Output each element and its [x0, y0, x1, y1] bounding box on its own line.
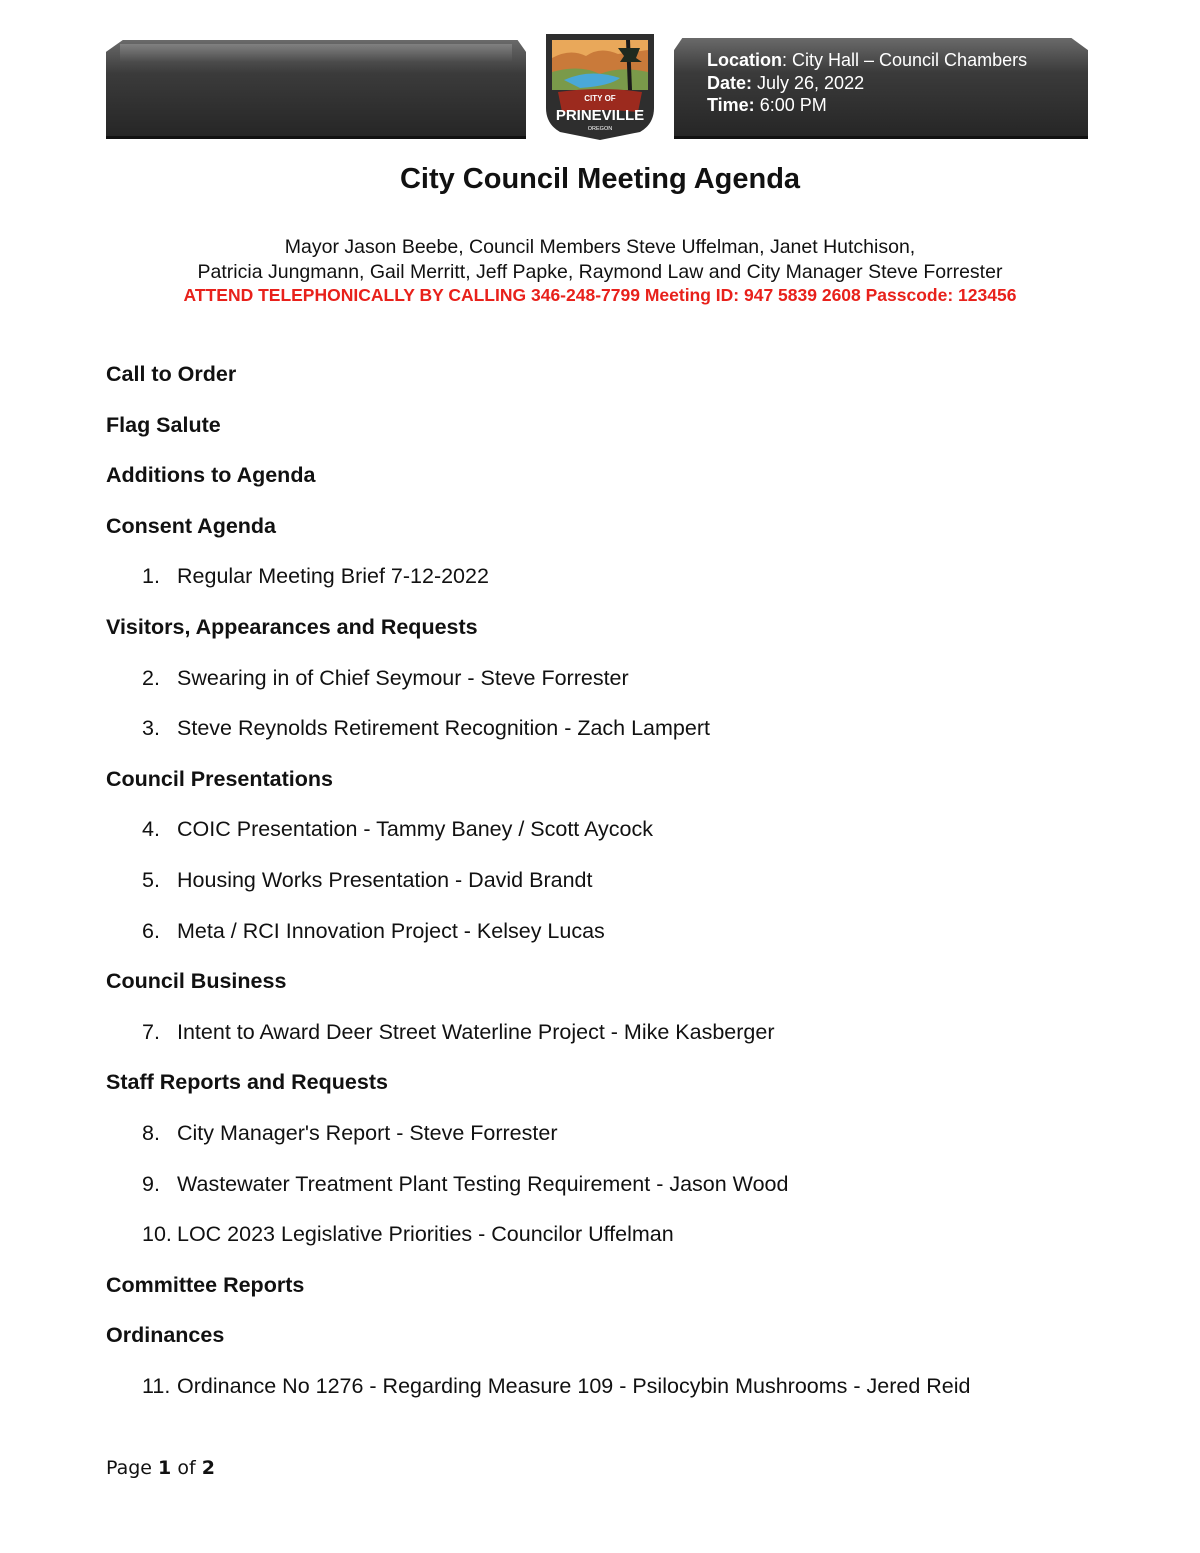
agenda-section-heading: Council Presentations — [106, 766, 333, 791]
attend-telephonically-note: ATTEND TELEPHONICALLY BY CALLING 346-248-7799 Meeting ID: 947 5839 2608 Passcode: 123456 — [183, 285, 1017, 305]
agenda-list — [106, 360, 1156, 1422]
page-title: City Council Meeting Agenda — [399, 163, 801, 195]
agenda-item — [106, 917, 1156, 968]
agenda-item-label: COIC Presentation - Tammy Baney / Scott Aycock — [177, 817, 653, 842]
agenda-item-number: 11. — [142, 1373, 171, 1398]
members-line-2: Patricia Jungmann, Gail Merritt, Jeff Papke, Raymond Law and City Manager Steve Forrester — [197, 261, 1003, 283]
agenda-section-heading: Staff Reports and Requests — [106, 1070, 388, 1095]
meeting-info — [707, 49, 1027, 117]
agenda-item-number: 2. — [142, 665, 160, 690]
council-members — [0, 235, 1200, 285]
agenda-section-heading: Consent Agenda — [106, 513, 277, 538]
agenda-section-heading: Flag Salute — [106, 412, 221, 437]
page-footer: Page 1 of 2 — [106, 1457, 215, 1479]
header-banner-left — [106, 40, 526, 139]
agenda-item-label: Steve Reynolds Retirement Recognition - Zach Lampert — [177, 716, 710, 741]
agenda-item-label: LOC 2023 Legislative Priorities - Councilor Uffelman — [177, 1222, 674, 1247]
logo-line2: PRINEVILLE — [555, 107, 645, 124]
agenda-section-heading: Ordinances — [106, 1323, 225, 1348]
agenda-item-number: 4. — [142, 817, 160, 842]
agenda-item — [106, 1220, 1156, 1271]
agenda-item — [106, 664, 1156, 715]
agenda-item-number: 10. — [142, 1222, 172, 1247]
logo-line1: CITY OF — [584, 94, 616, 103]
members-line-1: Mayor Jason Beebe, Council Members Steve Uffelman, Janet Hutchison, — [284, 236, 916, 258]
location-line: Location: City Hall – Council Chambers — [707, 50, 1028, 70]
agenda-item-number: 1. — [142, 564, 160, 589]
agenda-item-number: 5. — [142, 867, 160, 892]
agenda-item-number: 6. — [142, 918, 160, 943]
agenda-item — [106, 1372, 1156, 1423]
agenda-item-label: Regular Meeting Brief 7-12-2022 — [177, 564, 489, 589]
agenda-item — [106, 562, 1156, 613]
agenda-item — [106, 714, 1156, 765]
agenda-item-label: Housing Works Presentation - David Brandt — [177, 867, 593, 892]
agenda-section-heading: Committee Reports — [106, 1272, 305, 1297]
time-line: Time: 6:00 PM — [707, 95, 827, 115]
agenda-item-label: Meta / RCI Innovation Project - Kelsey Lucas — [177, 918, 605, 943]
agenda-item-number: 7. — [142, 1019, 160, 1044]
agenda-section-heading: Call to Order — [106, 362, 237, 386]
date-line: Date: July 26, 2022 — [707, 72, 865, 93]
agenda-item-label: Swearing in of Chief Seymour - Steve Forrester — [177, 665, 629, 690]
agenda-item-number: 3. — [142, 716, 160, 741]
agenda-item — [106, 1170, 1156, 1221]
city-logo — [540, 28, 660, 142]
agenda-item — [106, 866, 1156, 917]
agenda-item-label: Intent to Award Deer Street Waterline Project - Mike Kasberger — [177, 1019, 775, 1044]
agenda-item-number: 8. — [142, 1120, 160, 1145]
agenda-item-number: 9. — [142, 1171, 160, 1196]
agenda-item — [106, 1119, 1156, 1170]
agenda-item — [106, 815, 1156, 866]
agenda-item-label: Wastewater Treatment Plant Testing Requirement - Jason Wood — [177, 1171, 789, 1196]
agenda-section-heading: Additions to Agenda — [106, 463, 316, 488]
agenda-section-heading: Visitors, Appearances and Requests — [106, 614, 478, 639]
logo-line3: OREGON — [587, 126, 613, 132]
agenda-section-heading: Council Business — [106, 969, 287, 994]
agenda-item-label: City Manager's Report - Steve Forrester — [177, 1120, 558, 1145]
agenda-item — [106, 1018, 1156, 1069]
agenda-item-label: Ordinance No 1276 - Regarding Measure 109 - Psilocybin Mushrooms - Jered Reid — [177, 1373, 971, 1398]
